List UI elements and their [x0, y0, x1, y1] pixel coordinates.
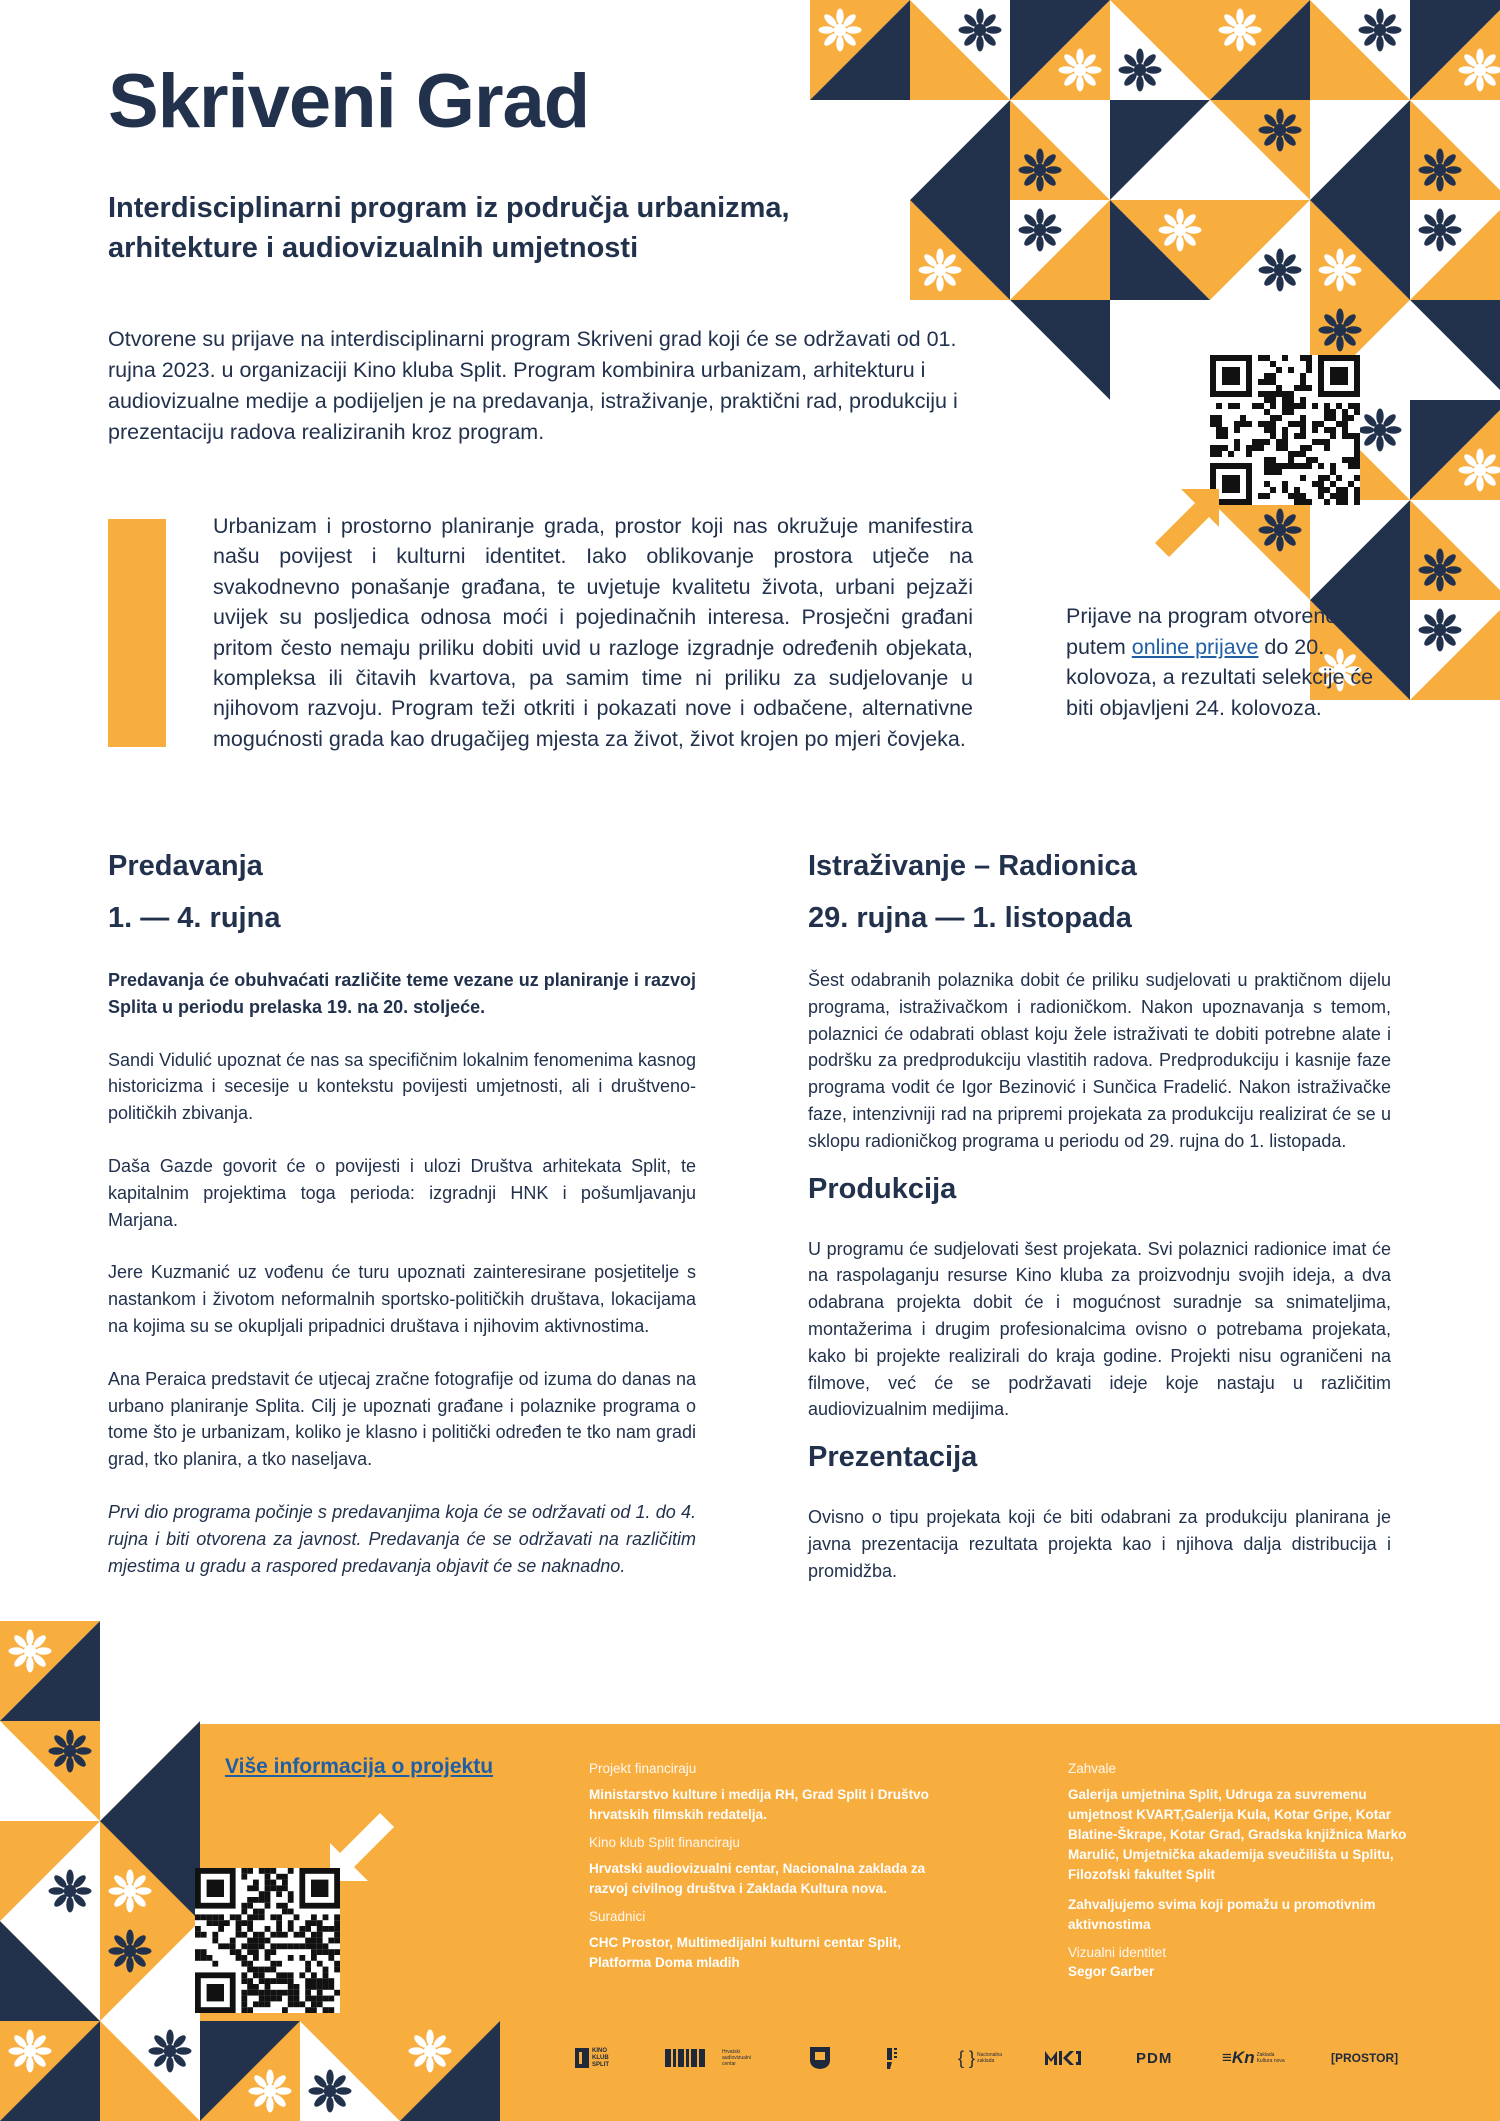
- pattern-tile: [100, 2021, 200, 2121]
- lectures-lead: Predavanja će obuhvaćati različite teme vezane uz planiranje i razvoj Splita u periodu prelaska 19. na 20. stoljeće.: [108, 970, 696, 1017]
- pattern-tile: [910, 100, 1010, 200]
- quote-accent-bar: [108, 519, 166, 747]
- pattern-tile: [300, 1621, 400, 1721]
- thanks-label: Zahvale: [1068, 1761, 1117, 1776]
- pattern-tile: [200, 2021, 300, 2121]
- pattern-tile: [1310, 500, 1410, 600]
- logo-havc: [665, 2047, 705, 2069]
- pattern-tile: [300, 2021, 400, 2121]
- logo-nacionalna-zaklada: { } Nacionalna zaklada: [958, 2047, 1003, 2068]
- lecture-peraica: Ana Peraica predstavit će utjecaj zračne fotografije od izuma do danas na urbano planiranje Splita. Cilj je upoznati građane i polaznike programa o tome što je urbanizam, koliko je klasno i politički određen te tko nam gradi grad, tko planira, a tko naseljava.: [108, 1368, 696, 1470]
- qr-code-top: [1210, 355, 1360, 505]
- pattern-tile: [100, 1821, 200, 1921]
- pattern-tile: [400, 1621, 500, 1721]
- logo-mkc: [1045, 2047, 1081, 2069]
- pattern-tile: [1410, 400, 1500, 500]
- kks-funders-text: Hrvatski audiovizualni centar, Nacionalna zaklada za razvoj civilnog društva i Zaklada Kultura nova.: [589, 1861, 926, 1896]
- partners-text: CHC Prostor, Multimedijalni kulturni centar Split, Platforma Doma mladih: [589, 1935, 902, 1970]
- pattern-tile: [1010, 400, 1110, 500]
- pattern-tile: [1110, 100, 1210, 200]
- footer-thanks-block: [1068, 1761, 1408, 1982]
- pattern-tile: [0, 1921, 100, 2021]
- logo-dhfr: [884, 2047, 898, 2069]
- kks-funders-label: Kino klub Split financiraju: [589, 1835, 740, 1850]
- lecture-vidulic: Sandi Vidulić upoznat će nas sa specifičnim lokalnim fenomenima kasnog historicizma i secesije u kontekstu povijesti umjetnosti, ali i društveno-političkih zbivanja.: [108, 1049, 696, 1124]
- online-application-link[interactable]: online prijave: [1131, 634, 1259, 659]
- page-subtitle: Interdisciplinarni program iz područja urbanizma, arhitekture i audiovizualnih umjetnosti: [108, 192, 790, 264]
- lecture-gazde: Daša Gazde govorit će o povijesti i ulozi Društva arhitekata Split, te kapitalnim projektima toga perioda: izgradnji HNK i pošumljavanju Marjana.: [108, 1155, 696, 1230]
- research-section: [808, 850, 1391, 1585]
- logo-grad-split: [809, 2047, 831, 2069]
- pattern-tile: [200, 1621, 300, 1721]
- pattern-tile: [1010, 200, 1110, 300]
- lectures-note: Prvi dio programa počinje s predavanjima koja će se održavati od 1. do 4. rujna i biti otvorena za javnost. Predavanja će se održavati na različitim mjestima u gradu a raspored predavanja objavit će se naknadno.: [108, 1501, 696, 1576]
- pattern-tile: [1010, 500, 1110, 600]
- presentation-heading: Prezentacija: [808, 1441, 978, 1474]
- logo-prostor: [PROSTOR]: [1331, 2051, 1399, 2065]
- pattern-tile: [1410, 300, 1500, 400]
- pattern-tile: [0, 1721, 100, 1821]
- lectures-heading: Predavanja: [108, 850, 263, 882]
- pattern-tile: [1010, 300, 1110, 400]
- production-text: U programu će sudjelovati šest projekata. Svi polaznici radionice imat će na raspolaganju resurse Kino kluba za proizvodnju svojih ideja, a dva odabrana projekta dobit će i mogućnost suradnje sa snimateljima, montažerima i drugim profesionalcima ovisno o potrebama projekata, kako bi projekte realizirali do kraja godine. Projekti nisu ograničeni na filmove, već će se podržavati ideje koje nastaju u različitim audiovizualnim medijima.: [808, 1238, 1391, 1420]
- identity-text: Segor Garber: [1068, 1964, 1155, 1979]
- presentation-text: Ovisno o tipu projekata koji će biti odabrani za produkciju planirana je javna prezentacija rezultata projekta kao i njihova dalja distribucija i promidžba.: [808, 1507, 1391, 1581]
- pattern-tile: [1310, 0, 1410, 100]
- apply-text-after: do 20. kolovoza, a rezultati selekcije će biti objavljeni 24. kolovoza.: [1066, 634, 1374, 720]
- pattern-tile: [100, 1721, 200, 1821]
- thanks-text: Galerija umjetnina Split, Udruga za suvremenu umjetnost KVART,Galerija Kula, Kotar Gripe, Kotar Blatine-Škrape, Kotar Grad, Gradska knjižnica Marko Marulić, Umjetnička akademija sveučilišta u Splitu, Filozofski fakultet Split: [1068, 1787, 1407, 1882]
- apply-text-before: Prijave na program otvorene su putem: [1066, 604, 1366, 659]
- pattern-tile: [1310, 200, 1410, 300]
- pattern-tile: [1110, 300, 1210, 400]
- pattern-tile: [400, 1821, 500, 1921]
- research-text: Šest odabranih polaznika dobit će priliku sudjelovati u praktičnom dijelu programa, istraživačkom i radioničkom. Nakon upoznavanja s temom, polaznici će odabrati oblast koju žele istraživati te dobiti potrebne alate i podršku za predprodukciju vlastitih radova. Predprodukciju i kasnije faze programa vodit će Igor Bezinović i Sunčica Fradelić. Nakon istraživačke faze, intenzivniji rad na pripremi projekata za produkciju realizirat će se u sklopu radioničkog programa u periodu od 29. rujna do 1. listopada.: [808, 970, 1391, 1151]
- funders-text: Ministarstvo kulture i medija RH, Grad Split i Društvo hrvatskih filmskih redatelja.: [589, 1787, 929, 1822]
- research-dates: 29. rujna — 1. listopada: [808, 902, 1132, 934]
- research-heading: Istraživanje – Radionica: [808, 850, 1137, 882]
- partners-label: Suradnici: [589, 1909, 646, 1924]
- lecture-kuzmanic: Jere Kuzmanić uz vođenu će turu upoznati zainteresirane posjetitelje s nastankom i životom neformalnih sportsko-političkih društava, lokacijama na kojima su se okupljali pripadnici društava i njihovim aktivnostima.: [108, 1262, 696, 1336]
- production-heading: Produkcija: [808, 1172, 957, 1205]
- pattern-tile: [1410, 500, 1500, 600]
- quote-paragraph: Urbanizam i prostorno planiranje grada, prostor koji nas okružuje manifestira našu povijest i kulturni identitet. Iako oblikovanje prostora utječe na svakodnevno ponašanje građana, te uvjetuje kvalitetu života, urbani pejzaži uvijek su posljedica odnosa moći i pojedinačnih interesa. Prosječni građani pritom često nemaju priliku dobiti uvid u razloge izgradnje određenih objekata, kompleksa ili čitavih kvartova, pa samim time ni priliku za sudjelovanje u njihovom razvoju. Program teži otkriti i pokazati nove i odbačene, alternativne mogućnosti grada kao drugačijeg mjesta za život, život krojen po mjeri čovjeka.: [213, 514, 973, 751]
- pattern-tile: [1010, 0, 1110, 100]
- pattern-tile: [1410, 100, 1500, 200]
- pattern-tile: [810, 0, 910, 100]
- logo-hrvatski-audiovizualni-centar: Hrvatski audiovizualni centar: [722, 2049, 751, 2067]
- pattern-tile: [400, 2021, 500, 2121]
- logo-pdm: PDM: [1136, 2049, 1173, 2067]
- pattern-tile: [1410, 200, 1500, 300]
- intro-paragraph: Otvorene su prijave na interdisciplinarni program Skriveni grad koji će se održavati od 01. rujna 2023. u organizaciji Kino kluba Split. Program kombinira urbanizam, arhitekturu i audiovizualne medije a podijeljen je na predavanja, istraživanje, praktični rad, produkciju i prezentaciju radova realiziranih kroz program.: [108, 327, 958, 444]
- pattern-tile: [1410, 600, 1500, 700]
- pattern-tile: [400, 1921, 500, 2021]
- logo-zaklada-kultura-nova: ≡Kn Zaklada Kultura nova: [1222, 2048, 1285, 2067]
- pattern-tile: [0, 1821, 100, 1921]
- pattern-tile: [100, 1921, 200, 2021]
- pattern-tile: [1210, 100, 1310, 200]
- pattern-tile: [100, 1621, 200, 1721]
- qr-code-bottom: [195, 1868, 340, 2013]
- lectures-section: [108, 850, 696, 1579]
- page-title: Skriveni Grad: [108, 59, 590, 144]
- pattern-tile: [1310, 100, 1410, 200]
- pattern-tile: [810, 100, 910, 200]
- funders-label: Projekt financiraju: [589, 1761, 697, 1776]
- pattern-tile: [1110, 0, 1210, 100]
- logo-kino-klub-split: KINO KLUB SPLIT: [575, 2047, 622, 2069]
- lectures-dates: 1. — 4. rujna: [108, 902, 281, 934]
- pattern-tile: [1010, 100, 1110, 200]
- arrow-up-right-icon: [1155, 485, 1227, 562]
- pattern-tile: [1410, 0, 1500, 100]
- pattern-tile: [1110, 200, 1210, 300]
- application-info: [1066, 601, 1386, 723]
- pattern-tile: [1210, 200, 1310, 300]
- footer-funders-block: [589, 1761, 959, 1973]
- pattern-tile: [1210, 0, 1310, 100]
- more-info-link[interactable]: Više informacija o projektu: [225, 1755, 494, 1778]
- identity-label: Vizualni identitet: [1068, 1945, 1167, 1960]
- thanks-text-2: Zahvaljujemo svima koji pomažu u promotivnim aktivnostima: [1068, 1897, 1376, 1932]
- pattern-tile: [0, 1621, 100, 1721]
- pattern-tile: [0, 2021, 100, 2121]
- pattern-tile: [910, 0, 1010, 100]
